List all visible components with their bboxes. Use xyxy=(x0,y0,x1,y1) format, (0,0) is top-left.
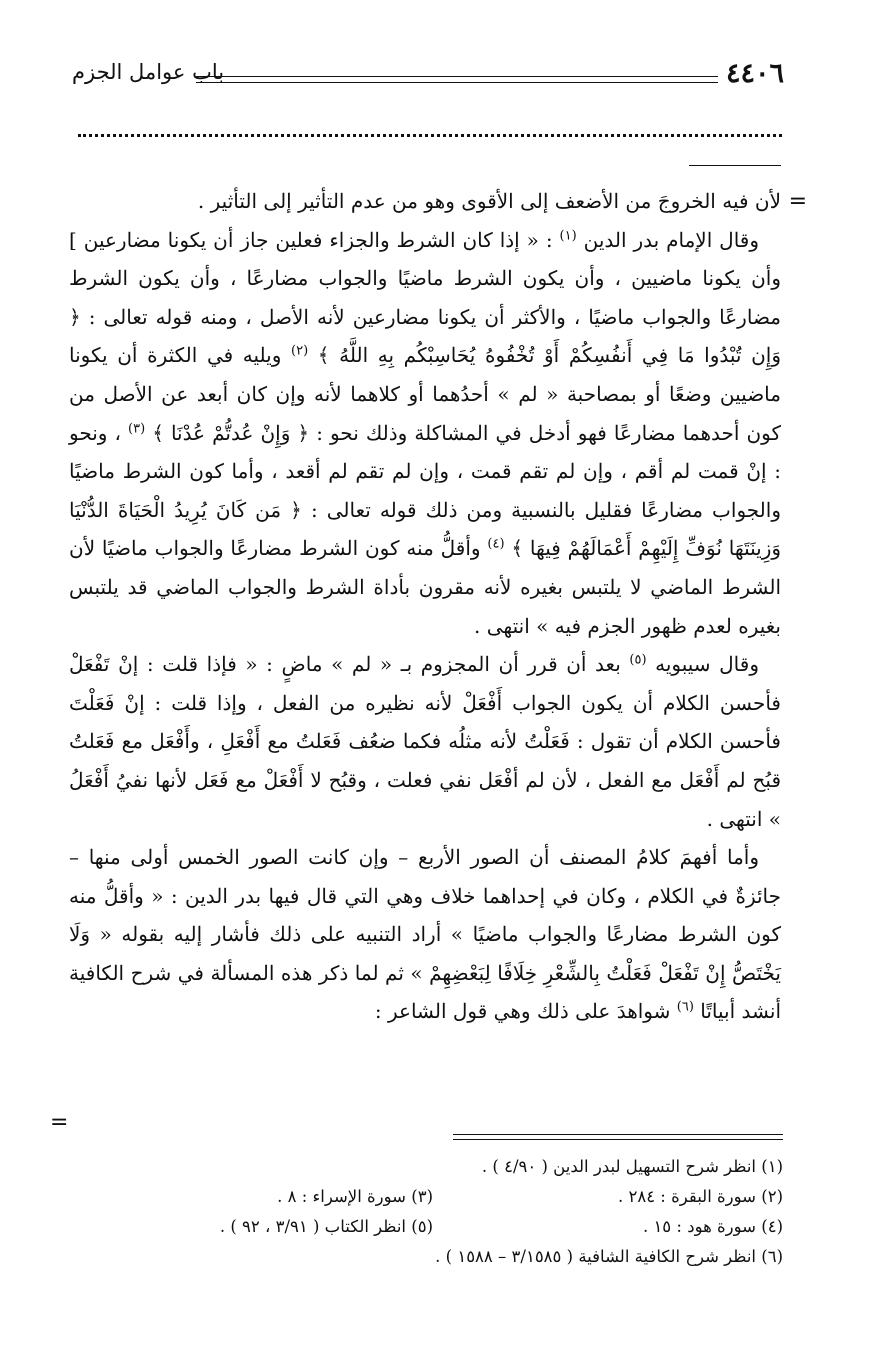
footnote-4: (٤) سورة هود : ١٥ . xyxy=(642,1217,783,1236)
p1-text: لأن فيه الخروجَ من الأضعف إلى الأقوى وهو من عدم التأثير إلى التأثير . xyxy=(197,189,781,213)
footnote-2: (٢) سورة البقرة : ٢٨٤ . xyxy=(617,1187,783,1206)
footnotes xyxy=(83,1152,783,1272)
footnote-ref-5: (٥) xyxy=(629,652,647,668)
footnote-row xyxy=(83,1182,783,1212)
quran-verse-1: ﴿ وَإِن تُبْدُوا مَا فِي أَنفُسِكُمْ أَوْ تُخْفُوهُ يُحَاسِبْكُم بِهِ اللَّهُ ﴾ xyxy=(69,304,782,368)
continuation-mark-top: = xyxy=(788,189,807,214)
paragraph-1 xyxy=(69,182,781,221)
footnote-row xyxy=(83,1242,783,1272)
p2-text-b: : « إذا كان الشرط والجزاء فعلين جاز أن يكونا مضارعين ] وأن يكونا ماضيين ، وأن يكون الشرط ماضيًا والجواب مضارعًا ، وأن يكون الشرط مضارعًا والجواب ماضيًا ، والأكثر أن يكونا مضارعين لأنه الأصل ، ومنه قوله تعالى : xyxy=(69,227,781,329)
chapter-title: باب عوامل الجزم xyxy=(72,60,225,84)
footnote-5: (٥) انظر الكتاب ( ٣/٩١ ، ٩٢ ) . xyxy=(219,1217,433,1236)
footnote-ref-6: (٦) xyxy=(676,999,694,1015)
paragraph-2 xyxy=(69,221,781,646)
p2-text-e: وأقلُّ منه كون الشرط مضارعًا والجواب ماضيًا لأن الشرط الماضي لا يلتبس بغيره لأنه مقرون بأداة الشرط والجواب الماضي قد يلتبس بغيره لعدم ظهور الجزم فيه » انتهى . xyxy=(69,536,781,638)
footnote-separator xyxy=(453,1134,783,1140)
page-header xyxy=(72,58,784,98)
footnote-ref-3: (٣) xyxy=(128,420,146,436)
p4-text-b: شواهدَ على ذلك وهي قول الشاعر : xyxy=(374,999,671,1024)
p3-text-a: وقال سيبويه xyxy=(655,652,759,677)
header-double-rule xyxy=(196,76,718,83)
p2-text-d: ، ونحو : إنْ قمت لم أقم ، وإن لم تقم قمت ، وإن لم تقم لم أقعد ، وأما كون الشرط ماضيًا والجواب مضارعًا فقليل بالنسبية ومن ذلك قوله تعالى : xyxy=(69,420,781,522)
footnote-row xyxy=(83,1152,783,1182)
main-text xyxy=(69,182,781,1031)
footnote-row xyxy=(83,1212,783,1242)
quran-verse-2: ﴿ وَإِنْ عُدتُّمْ عُدْنَا ﴾ xyxy=(152,420,310,445)
continuation-rule xyxy=(689,165,781,166)
dotted-separator xyxy=(78,134,782,147)
paragraph-3 xyxy=(69,645,781,838)
footnote-6: (٦) انظر شرح الكافية الشافية ( ٣/١٥٨٥ – ١٥٨٨ ) . xyxy=(435,1247,783,1266)
paragraph-4 xyxy=(69,838,781,1031)
p3-text-b: بعد أن قرر أن المجزوم بـ « لم » ماضٍ : « فإذا قلت : إنْ تَفْعَلْ فأحسن الكلام أن يكون الجواب أَفْعَلْ لأنه نظيره من الفعل ، وإذا قلت : إنْ فَعَلْتَ فأحسن الكلام أن تقول : فَعَلْتُ لأنه مثلُه فكما ضعُف فَعَلتُ مع أَفْعَلِ ، وأَفْعَل مع فَعَلتُ قبُح لم أَفْعَل مع الفعل ، لأن لم أفْعَل نفي فعلت ، وقبُح لا أَفْعَلْ مع فَعَل لأنها نفيُ أَفْعَلُ » انتهى . xyxy=(69,652,781,831)
p2-text-c: ويليه في الكثرة أن يكونا ماضيين وضعًا أو بمصاحبة « لم » أحدُهما أو كلاهما لأنه وإن كان أبعد عن الأصل من كون أحدهما مضارعًا فهو أدخل في المشاكلة وذلك نحو : xyxy=(69,343,781,445)
footnote-ref-1: (١) xyxy=(559,227,577,243)
continuation-mark-bottom: = xyxy=(50,1110,69,1135)
footnote-ref-4: (٤) xyxy=(487,536,505,552)
p2-text-a: وقال الإمام بدر الدين xyxy=(583,227,760,252)
footnote-1: (١) انظر شرح التسهيل لبدر الدين ( ٤/٩٠ ) . xyxy=(481,1157,783,1176)
quran-verse-3: ﴿ مَن كَانَ يُرِيدُ الْحَيَاةَ الدُّنْيَا وَزِينَتَهَا نُوَفِّ إِلَيْهِمْ أَعْمَالَهُمْ فِيهَا ﴾ xyxy=(69,497,782,561)
p4-text-a: وأما أفهمَ كلامُ المصنف أن الصور الأربع – وإن كانت الصور الخمس أولى منها – جائزةٌ في الكلام ، وكان في إحداهما خلاف وهي التي قال فيها بدر الدين : « وأقلُّ منه كون الشرط مضارعًا والجواب ماضيًا » أراد التنبيه على ذلك فأشار إليه بقوله « وَلَا يَخْتَصُّ إِنْ تَفْعَلْ فَعَلْتُ بِالشِّعْرِ خِلَافًا لِبَعْضِهِمْ » ثم لما ذكر هذه المسألة في شرح الكافية أنشد أبياتًا xyxy=(69,845,782,1024)
page-number: ٤٤٠٦ xyxy=(725,58,784,89)
footnote-3: (٣) سورة الإسراء : ٨ . xyxy=(277,1187,433,1206)
footnote-ref-2: (٢) xyxy=(291,343,309,359)
